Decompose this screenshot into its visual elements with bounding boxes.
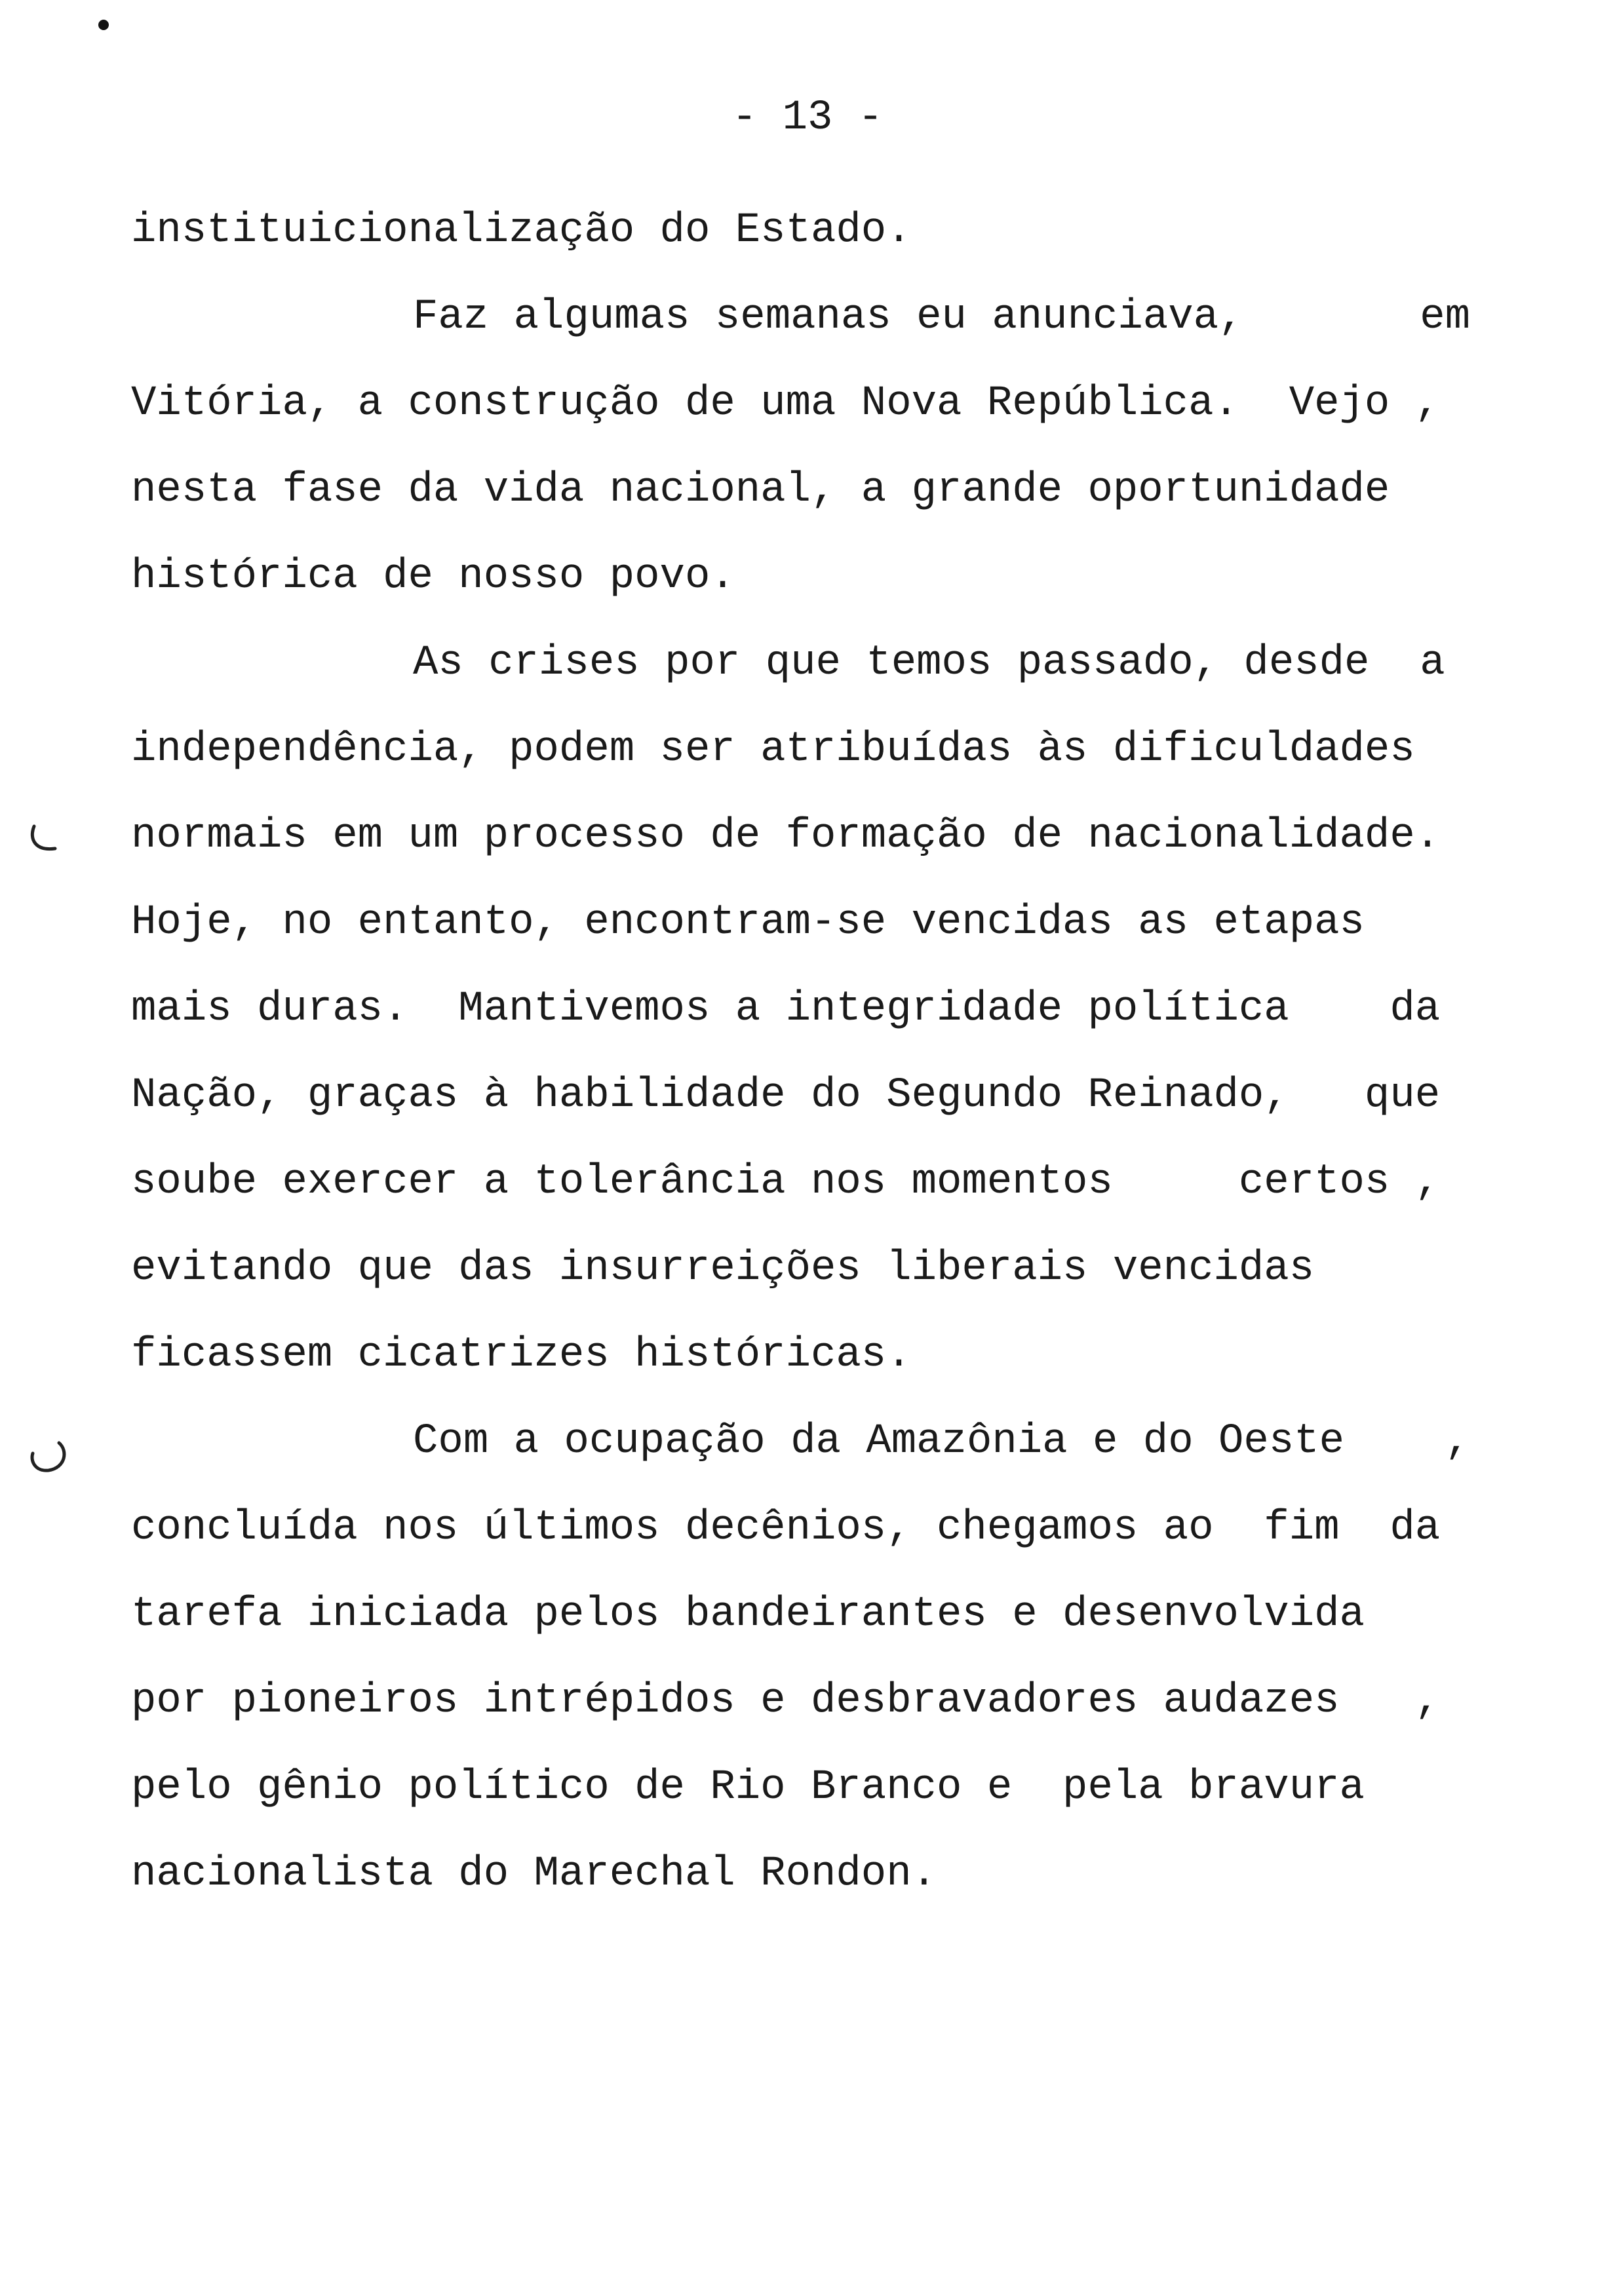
text-line: Vitória, a construção de uma Nova República. Vejo , (131, 380, 1441, 427)
text-line: independência, podem ser atribuídas às dificuldades (131, 726, 1415, 773)
text-line: nacionalista do Marechal Rondon. (131, 1850, 937, 1898)
text-line: Com a ocupação da Amazônia e do Oeste , (413, 1418, 1471, 1465)
page-number: - 13 - (731, 94, 884, 142)
text-line: nesta fase da vida nacional, a grande oportunidade (131, 467, 1390, 514)
text-line: soube exercer a tolerância nos momentos certos , (131, 1158, 1441, 1206)
text-line: pelo gênio político de Rio Branco e pela bravura (131, 1764, 1365, 1811)
text-line: concluída nos últimos decênios, chegamos ao fim da (131, 1504, 1441, 1552)
text-line: normais em um processo de formação de nacionalidade. (131, 813, 1441, 860)
margin-circle-mark (26, 1435, 72, 1481)
text-line: histórica de nosso povo. (131, 553, 735, 600)
text-line: instituicionalização do Estado. (131, 207, 912, 254)
text-line: Hoje, no entanto, encontram-se vencidas as etapas (131, 899, 1365, 946)
text-line: mais duras. Mantivemos a integridade política da (131, 985, 1441, 1033)
text-line: por pioneiros intrépidos e desbravadores audazes , (131, 1677, 1441, 1725)
margin-arc-mark (26, 822, 66, 862)
text-line: Nação, graças à habilidade do Segundo Reinado, que (131, 1072, 1441, 1119)
text-line: ficassem cicatrizes históricas. (131, 1331, 912, 1379)
text-line: As crises por que temos passado, desde a (413, 640, 1445, 687)
text-line: tarefa iniciada pelos bandeirantes e desenvolvida (131, 1591, 1365, 1638)
scan-dot-mark (98, 20, 109, 30)
text-line: evitando que das insurreições liberais vencidas (131, 1245, 1315, 1292)
text-line: Faz algumas semanas eu anunciava, em (413, 294, 1471, 341)
